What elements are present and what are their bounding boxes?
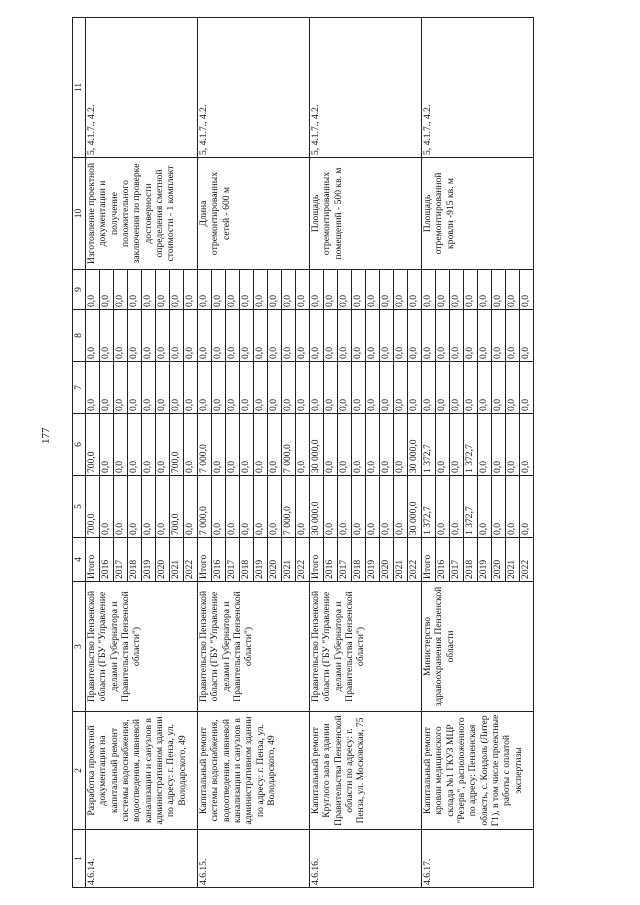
measure-number: 4.6.15. (198, 830, 310, 888)
value-cell: 0,0 (114, 310, 128, 362)
measure-indicator: Изготовление проектной документации и получение положительного заключения по проверке достоверности определения сметной стоимости - 1 комплект (86, 158, 198, 270)
value-cell: 0,0 (324, 310, 338, 362)
value-cell: 0,0 (436, 476, 450, 538)
value-cell: 0,0 (212, 362, 226, 414)
value-cell: 0,0 (128, 310, 142, 362)
measure-description: Капитальный ремонт системы водоснабжения, водоотведения, ливневой канализации и санузлов в административном здании по адресу: г. Пенза, ул. Володарского, 49 (198, 712, 310, 830)
value-cell: 0,0 (310, 310, 324, 362)
value-cell: 0,0 (226, 476, 240, 538)
measure-number: 4.6.16. (310, 830, 422, 888)
value-cell: 0,0 (254, 310, 268, 362)
value-cell: 0,0 (254, 270, 268, 310)
measure-executor: Министерство здравоохранения Пензенской области (422, 582, 534, 712)
value-cell: 7 000,0 (198, 414, 212, 476)
value-cell: 0,0 (394, 476, 408, 538)
column-number: 2 (73, 712, 86, 830)
value-cell: 0,0 (478, 270, 492, 310)
value-cell: 0,0 (296, 270, 310, 310)
value-cell: 0,0 (478, 362, 492, 414)
value-cell: 30 000,0 (408, 476, 422, 538)
value-cell: 0,0 (156, 310, 170, 362)
year-cell: 2021 (506, 538, 520, 582)
column-number: 1 (73, 830, 86, 888)
value-cell: 0,0 (254, 362, 268, 414)
value-cell: 0,0 (338, 270, 352, 310)
value-cell: 0,0 (492, 476, 506, 538)
column-number: 3 (73, 582, 86, 712)
value-cell: 0,0 (520, 414, 534, 476)
value-cell: 0,0 (198, 362, 212, 414)
year-cell: Итого (86, 538, 100, 582)
year-cell: 2022 (296, 538, 310, 582)
value-cell: 0,0 (338, 362, 352, 414)
value-cell: 0,0 (212, 270, 226, 310)
value-cell: 0,0 (184, 310, 198, 362)
value-cell: 0,0 (100, 476, 114, 538)
column-number-header (73, 18, 86, 888)
value-cell: 30 000,0 (408, 414, 422, 476)
year-cell: 2021 (394, 538, 408, 582)
value-cell: 0,0 (394, 414, 408, 476)
value-cell: 0,0 (268, 270, 282, 310)
value-cell: 0,0 (226, 414, 240, 476)
value-cell: 0,0 (506, 362, 520, 414)
measure-description: Разработка проектной документации на капитальный ремонт системы водоснабжения, водоотведения, ливневой канализации и санузлов в административном здании по адресу: г. Пенза, ул. Володарского, 49 (86, 712, 198, 830)
measure-executor: Правительство Пензенской области (ГБУ "Управление делами Губернатора и Правительства Пензенской области") (310, 582, 422, 712)
value-cell: 0,0 (100, 414, 114, 476)
year-cell: 2018 (128, 538, 142, 582)
value-cell: 0,0 (478, 310, 492, 362)
value-cell: 0,0 (450, 270, 464, 310)
measure-executor: Правительство Пензенской области (ГБУ "Управление делами Губернатора и Правительства Пензенской области") (86, 582, 198, 712)
value-cell: 0,0 (268, 310, 282, 362)
value-cell: 0,0 (478, 414, 492, 476)
value-cell: 0,0 (324, 362, 338, 414)
year-cell: 2016 (100, 538, 114, 582)
value-cell: 0,0 (380, 476, 394, 538)
measure-executor: Правительство Пензенской области (ГБУ "Управление делами Губернатора и Правительства Пензенской области") (198, 582, 310, 712)
value-cell: 0,0 (464, 362, 478, 414)
value-cell: 0,0 (296, 362, 310, 414)
value-cell: 0,0 (408, 270, 422, 310)
year-cell: 2022 (184, 538, 198, 582)
page-number: 177 (40, 427, 52, 444)
value-cell: 0,0 (226, 362, 240, 414)
value-cell: 0,0 (324, 414, 338, 476)
value-cell: 1 372,7 (464, 414, 478, 476)
value-cell: 0,0 (520, 362, 534, 414)
year-cell: 2020 (268, 538, 282, 582)
value-cell: 0,0 (450, 362, 464, 414)
year-cell: 2020 (380, 538, 394, 582)
value-cell: 0,0 (380, 414, 394, 476)
value-cell: 0,0 (422, 362, 436, 414)
column-number: 6 (73, 414, 86, 476)
value-cell: 0,0 (100, 362, 114, 414)
value-cell: 0,0 (380, 362, 394, 414)
year-cell: Итого (422, 538, 436, 582)
value-cell: 0,0 (142, 414, 156, 476)
table-row (198, 18, 212, 888)
year-cell: 2017 (338, 538, 352, 582)
value-cell: 0,0 (450, 414, 464, 476)
value-cell: 0,0 (366, 414, 380, 476)
value-cell: 0,0 (492, 414, 506, 476)
value-cell: 0,0 (240, 414, 254, 476)
value-cell: 0,0 (492, 310, 506, 362)
year-cell: 2019 (478, 538, 492, 582)
table-row (310, 18, 324, 888)
measure-number: 4.6.17. (422, 830, 534, 888)
value-cell: 0,0 (212, 476, 226, 538)
value-cell: 0,0 (198, 270, 212, 310)
value-cell: 0,0 (86, 362, 100, 414)
year-cell: 2020 (156, 538, 170, 582)
value-cell: 0,0 (86, 270, 100, 310)
value-cell: 0,0 (352, 362, 366, 414)
value-cell: 0,0 (520, 476, 534, 538)
measure-indicator: Длина отремонтированных сетей - 600 м (198, 158, 310, 270)
measure-codes: 5, 4.1.7., 4.2. (422, 18, 534, 158)
value-cell: 0,0 (352, 310, 366, 362)
value-cell: 0,0 (212, 414, 226, 476)
value-cell: 7 000,0 (198, 476, 212, 538)
value-cell: 0,0 (338, 476, 352, 538)
value-cell: 0,0 (352, 414, 366, 476)
value-cell: 0,0 (520, 270, 534, 310)
value-cell: 0,0 (156, 270, 170, 310)
value-cell: 0,0 (114, 270, 128, 310)
column-number: 8 (73, 310, 86, 362)
value-cell: 0,0 (268, 362, 282, 414)
value-cell: 0,0 (240, 270, 254, 310)
value-cell: 0,0 (282, 362, 296, 414)
rotated-table-container (72, 18, 568, 888)
value-cell: 0,0 (450, 310, 464, 362)
value-cell: 0,0 (198, 310, 212, 362)
value-cell: 0,0 (184, 362, 198, 414)
year-cell: 2017 (226, 538, 240, 582)
value-cell: 0,0 (226, 310, 240, 362)
year-cell: 2018 (240, 538, 254, 582)
year-cell: 2020 (492, 538, 506, 582)
value-cell: 0,0 (394, 270, 408, 310)
value-cell: 0,0 (296, 414, 310, 476)
value-cell: 0,0 (156, 414, 170, 476)
year-cell: 2021 (282, 538, 296, 582)
value-cell: 0,0 (338, 310, 352, 362)
value-cell: 0,0 (156, 362, 170, 414)
value-cell: 1 372,7 (422, 476, 436, 538)
value-cell: 0,0 (436, 310, 450, 362)
value-cell: 0,0 (156, 476, 170, 538)
value-cell: 0,0 (142, 362, 156, 414)
year-cell: 2017 (114, 538, 128, 582)
measure-indicator: Площадь отремонтированных помещений - 500 кв. м (310, 158, 422, 270)
value-cell: 0,0 (310, 362, 324, 414)
value-cell: 0,0 (240, 310, 254, 362)
value-cell: 0,0 (128, 270, 142, 310)
value-cell: 0,0 (408, 310, 422, 362)
column-number: 5 (73, 476, 86, 538)
value-cell: 0,0 (464, 270, 478, 310)
year-cell: 2018 (464, 538, 478, 582)
program-measures-table (72, 17, 534, 888)
value-cell: 0,0 (324, 476, 338, 538)
value-cell: 0,0 (394, 362, 408, 414)
measure-codes: 5, 4.1.7., 4.2. (86, 18, 198, 158)
value-cell: 0,0 (170, 270, 184, 310)
value-cell: 0,0 (142, 476, 156, 538)
year-cell: 2019 (254, 538, 268, 582)
value-cell: 700,0 (170, 414, 184, 476)
value-cell: 0,0 (506, 310, 520, 362)
value-cell: 0,0 (492, 362, 506, 414)
value-cell: 0,0 (142, 270, 156, 310)
value-cell: 0,0 (394, 310, 408, 362)
value-cell: 0,0 (506, 476, 520, 538)
value-cell: 0,0 (254, 414, 268, 476)
value-cell: 0,0 (352, 270, 366, 310)
column-number: 10 (73, 158, 86, 270)
value-cell: 0,0 (380, 310, 394, 362)
value-cell: 0,0 (352, 476, 366, 538)
year-cell: 2019 (142, 538, 156, 582)
year-cell: 2016 (436, 538, 450, 582)
value-cell: 0,0 (184, 476, 198, 538)
column-number: 4 (73, 538, 86, 582)
value-cell: 0,0 (450, 476, 464, 538)
year-cell: Итого (310, 538, 324, 582)
value-cell: 0,0 (422, 310, 436, 362)
value-cell: 0,0 (324, 270, 338, 310)
value-cell: 0,0 (380, 270, 394, 310)
year-cell: 2022 (408, 538, 422, 582)
value-cell: 0,0 (366, 310, 380, 362)
value-cell: 1 372,7 (464, 476, 478, 538)
value-cell: 0,0 (436, 414, 450, 476)
value-cell: 7 000,0 (282, 476, 296, 538)
value-cell: 0,0 (436, 270, 450, 310)
value-cell: 0,0 (310, 270, 324, 310)
value-cell: 0,0 (170, 362, 184, 414)
value-cell: 0,0 (408, 362, 422, 414)
measure-indicator: Площадь отремонтированной кровли -915 кв. м (422, 158, 534, 270)
value-cell: 0,0 (240, 362, 254, 414)
value-cell: 0,0 (366, 362, 380, 414)
value-cell: 0,0 (114, 414, 128, 476)
value-cell: 700,0 (86, 476, 100, 538)
year-cell: 2018 (352, 538, 366, 582)
column-number: 9 (73, 270, 86, 310)
value-cell: 7 000,0 (282, 414, 296, 476)
value-cell: 0,0 (282, 310, 296, 362)
value-cell: 0,0 (366, 270, 380, 310)
column-number: 7 (73, 362, 86, 414)
value-cell: 0,0 (422, 270, 436, 310)
value-cell: 0,0 (506, 270, 520, 310)
value-cell: 0,0 (226, 270, 240, 310)
value-cell: 0,0 (114, 362, 128, 414)
measure-description: Капитальный ремонт кровли медицинского склада №1 ГКУЗ МЦР "Резерв", расположенного по адресу: Пензенская область, с. Кондоль (Литер Г1), в том числе проектные работы с оплатой экспертизы (422, 712, 534, 830)
value-cell: 0,0 (184, 414, 198, 476)
measure-codes: 5, 4.1.7., 4.2. (198, 18, 310, 158)
value-cell: 0,0 (338, 414, 352, 476)
value-cell: 700,0 (170, 476, 184, 538)
column-number: 11 (73, 18, 86, 158)
value-cell: 30 000,0 (310, 414, 324, 476)
value-cell: 0,0 (86, 310, 100, 362)
value-cell: 700,0 (86, 414, 100, 476)
value-cell: 0,0 (366, 476, 380, 538)
measure-number: 4.6.14. (86, 830, 198, 888)
value-cell: 0,0 (114, 476, 128, 538)
year-cell: 2022 (520, 538, 534, 582)
value-cell: 0,0 (506, 414, 520, 476)
value-cell: 0,0 (128, 476, 142, 538)
value-cell: 0,0 (520, 310, 534, 362)
measure-description: Капитальный ремонт Круглого зала в здании Правительства Пензенской области по адресу: г. Пенза, ул. Московская, 75 (310, 712, 422, 830)
year-cell: 2021 (170, 538, 184, 582)
value-cell: 0,0 (100, 310, 114, 362)
value-cell: 0,0 (296, 476, 310, 538)
value-cell: 1 372,7 (422, 414, 436, 476)
table-row (86, 18, 100, 888)
year-cell: 2019 (366, 538, 380, 582)
value-cell: 0,0 (170, 310, 184, 362)
measure-codes: 5, 4.1.7., 4.2. (310, 18, 422, 158)
year-cell: 2016 (212, 538, 226, 582)
value-cell: 0,0 (436, 362, 450, 414)
value-cell: 0,0 (142, 310, 156, 362)
value-cell: 0,0 (240, 476, 254, 538)
value-cell: 0,0 (100, 270, 114, 310)
value-cell: 0,0 (254, 476, 268, 538)
value-cell: 30 000,0 (310, 476, 324, 538)
value-cell: 0,0 (268, 476, 282, 538)
table-body (86, 18, 534, 888)
value-cell: 0,0 (282, 270, 296, 310)
value-cell: 0,0 (128, 362, 142, 414)
value-cell: 0,0 (268, 414, 282, 476)
value-cell: 0,0 (296, 310, 310, 362)
value-cell: 0,0 (184, 270, 198, 310)
value-cell: 0,0 (128, 414, 142, 476)
year-cell: 2017 (450, 538, 464, 582)
value-cell: 0,0 (478, 476, 492, 538)
table-row (422, 18, 436, 888)
value-cell: 0,0 (464, 310, 478, 362)
value-cell: 0,0 (212, 310, 226, 362)
value-cell: 0,0 (492, 270, 506, 310)
year-cell: Итого (198, 538, 212, 582)
year-cell: 2016 (324, 538, 338, 582)
